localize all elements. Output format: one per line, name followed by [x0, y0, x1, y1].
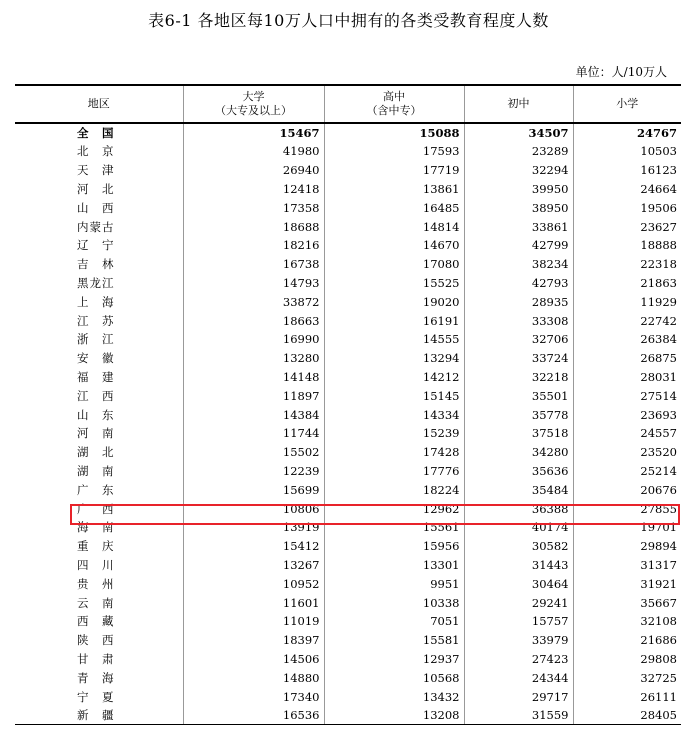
table-row: [15, 217, 681, 236]
table-row: [15, 443, 681, 462]
region-cell: 四 川: [77, 557, 115, 572]
primary-cell: 31921: [573, 574, 681, 593]
primary-cell: 29894: [573, 537, 681, 556]
region-cell: 山 东: [77, 407, 115, 422]
primary-cell: 18888: [573, 236, 681, 255]
region-cell: 青 海: [77, 670, 115, 685]
region-cell: 北 京: [77, 144, 115, 159]
region-cell: 云 南: [77, 595, 115, 610]
region-cell: 浙 江: [77, 332, 115, 347]
college-cell: 13919: [183, 518, 324, 537]
junior-cell: 32294: [464, 161, 573, 180]
table-row: [15, 311, 681, 330]
junior-cell: 31443: [464, 556, 573, 575]
region-cell: 海 南: [77, 520, 115, 535]
table-row: [15, 593, 681, 612]
primary-cell: 19701: [573, 518, 681, 537]
senior-cell: 10338: [324, 593, 464, 612]
junior-cell: 32218: [464, 368, 573, 387]
senior-cell: 10568: [324, 668, 464, 687]
senior-cell: 15088: [324, 123, 464, 142]
table-row: [15, 255, 681, 274]
junior-cell: 34507: [464, 123, 573, 142]
table-row: [15, 480, 681, 499]
college-cell: 14506: [183, 650, 324, 669]
region-cell: 福 建: [77, 369, 115, 384]
senior-cell: 13208: [324, 706, 464, 725]
region-cell: 江 苏: [77, 313, 115, 328]
table-row: [15, 556, 681, 575]
region-cell: 甘 肃: [77, 651, 115, 666]
senior-cell: 17428: [324, 443, 464, 462]
senior-cell: 15581: [324, 631, 464, 650]
senior-cell: 14212: [324, 368, 464, 387]
primary-cell: 10503: [573, 142, 681, 161]
primary-cell: 22318: [573, 255, 681, 274]
senior-cell: 14555: [324, 330, 464, 349]
region-cell: 重 庆: [77, 539, 115, 554]
college-cell: 18688: [183, 217, 324, 236]
table-row: [15, 650, 681, 669]
table-row: [15, 631, 681, 650]
table-row: [15, 292, 681, 311]
senior-cell: 17719: [324, 161, 464, 180]
region-cell: 贵 州: [77, 576, 115, 591]
junior-cell: 28935: [464, 292, 573, 311]
college-cell: 17358: [183, 198, 324, 217]
region-cell: 黑龙江: [77, 275, 115, 290]
region-cell: 天 津: [77, 163, 115, 178]
college-cell: 18663: [183, 311, 324, 330]
senior-cell: 13432: [324, 687, 464, 706]
primary-cell: 24767: [573, 123, 681, 142]
college-cell: 13267: [183, 556, 324, 575]
college-cell: 11897: [183, 386, 324, 405]
senior-cell: 16191: [324, 311, 464, 330]
primary-cell: 26875: [573, 349, 681, 368]
primary-cell: 21686: [573, 631, 681, 650]
table-row: [15, 499, 681, 518]
table-row: [15, 198, 681, 217]
table-row: [15, 668, 681, 687]
junior-cell: 35501: [464, 386, 573, 405]
college-cell: 11744: [183, 424, 324, 443]
table-row: [15, 687, 681, 706]
header-primary: 小学: [573, 85, 681, 123]
senior-cell: 17080: [324, 255, 464, 274]
table-row: [15, 462, 681, 481]
table-row: [15, 349, 681, 368]
junior-cell: 40174: [464, 518, 573, 537]
region-cell: 广 东: [77, 482, 115, 497]
college-cell: 15502: [183, 443, 324, 462]
table-row: [15, 537, 681, 556]
primary-cell: 28405: [573, 706, 681, 725]
senior-cell: 15561: [324, 518, 464, 537]
junior-cell: 33979: [464, 631, 573, 650]
header-college: 大学 （大专及以上）: [183, 85, 324, 123]
junior-cell: 29717: [464, 687, 573, 706]
college-cell: 11019: [183, 612, 324, 631]
junior-cell: 30582: [464, 537, 573, 556]
junior-cell: 34280: [464, 443, 573, 462]
college-cell: 10806: [183, 499, 324, 518]
junior-cell: 42799: [464, 236, 573, 255]
junior-cell: 23289: [464, 142, 573, 161]
junior-cell: 37518: [464, 424, 573, 443]
table-row: [15, 274, 681, 293]
junior-cell: 29241: [464, 593, 573, 612]
header-row: [15, 85, 681, 123]
college-cell: 14793: [183, 274, 324, 293]
junior-cell: 15757: [464, 612, 573, 631]
region-cell: 上 海: [77, 294, 115, 309]
senior-cell: 13861: [324, 180, 464, 199]
college-cell: 26940: [183, 161, 324, 180]
primary-cell: 27855: [573, 499, 681, 518]
senior-cell: 17776: [324, 462, 464, 481]
college-cell: 14384: [183, 405, 324, 424]
junior-cell: 35484: [464, 480, 573, 499]
region-cell: 全 国: [77, 126, 115, 140]
primary-cell: 31317: [573, 556, 681, 575]
college-cell: 12418: [183, 180, 324, 199]
region-cell: 安 徽: [77, 351, 115, 366]
region-cell: 江 西: [77, 388, 115, 403]
college-cell: 13280: [183, 349, 324, 368]
college-cell: 10952: [183, 574, 324, 593]
senior-cell: 14670: [324, 236, 464, 255]
college-cell: 14880: [183, 668, 324, 687]
senior-cell: 9951: [324, 574, 464, 593]
college-cell: 14148: [183, 368, 324, 387]
table-row: [15, 424, 681, 443]
junior-cell: 30464: [464, 574, 573, 593]
region-cell: 吉 林: [77, 257, 115, 272]
region-cell: 广 西: [77, 501, 115, 516]
senior-cell: 19020: [324, 292, 464, 311]
junior-cell: 32706: [464, 330, 573, 349]
primary-cell: 28031: [573, 368, 681, 387]
primary-cell: 21863: [573, 274, 681, 293]
region-cell: 湖 北: [77, 445, 115, 460]
senior-cell: 16485: [324, 198, 464, 217]
region-cell: 西 藏: [77, 614, 115, 629]
region-cell: 辽 宁: [77, 238, 115, 253]
college-cell: 15699: [183, 480, 324, 499]
table-row: [15, 180, 681, 199]
primary-cell: 23520: [573, 443, 681, 462]
college-cell: 18216: [183, 236, 324, 255]
college-cell: 16738: [183, 255, 324, 274]
header-senior: 高中 （含中专）: [324, 85, 464, 123]
junior-cell: 31559: [464, 706, 573, 725]
table-row: [15, 405, 681, 424]
primary-cell: 24664: [573, 180, 681, 199]
table-row: [15, 142, 681, 161]
senior-cell: 15956: [324, 537, 464, 556]
region-cell: 陕 西: [77, 633, 115, 648]
table-row: [15, 123, 681, 142]
junior-cell: 42793: [464, 274, 573, 293]
table-row: [15, 518, 681, 537]
table-row: [15, 706, 681, 725]
primary-cell: 22742: [573, 311, 681, 330]
region-cell: 内蒙古: [77, 219, 115, 234]
primary-cell: 32108: [573, 612, 681, 631]
primary-cell: 29808: [573, 650, 681, 669]
primary-cell: 26111: [573, 687, 681, 706]
primary-cell: 19506: [573, 198, 681, 217]
table-row: [15, 368, 681, 387]
table-row: [15, 612, 681, 631]
table-row: [15, 330, 681, 349]
primary-cell: 23693: [573, 405, 681, 424]
junior-cell: 36388: [464, 499, 573, 518]
college-cell: 15412: [183, 537, 324, 556]
unit-label: 单位：人/10万人: [575, 65, 667, 79]
table-row: [15, 386, 681, 405]
junior-cell: 27423: [464, 650, 573, 669]
college-cell: 18397: [183, 631, 324, 650]
college-cell: 41980: [183, 142, 324, 161]
region-cell: 新 疆: [15, 706, 183, 725]
junior-cell: 33308: [464, 311, 573, 330]
senior-cell: 13294: [324, 349, 464, 368]
primary-cell: 11929: [573, 292, 681, 311]
primary-cell: 35667: [573, 593, 681, 612]
primary-cell: 20676: [573, 480, 681, 499]
table-row: [15, 236, 681, 255]
region-cell: 湖 南: [77, 463, 115, 478]
region-cell: 宁 夏: [77, 689, 115, 704]
table-row: [15, 161, 681, 180]
senior-cell: 14334: [324, 405, 464, 424]
region-cell: 河 南: [77, 426, 115, 441]
junior-cell: 33724: [464, 349, 573, 368]
senior-cell: 13301: [324, 556, 464, 575]
header-junior: 初中: [464, 85, 573, 123]
header-region: 地区: [15, 85, 183, 123]
page-title: 表6-1 各地区每10万人口中拥有的各类受教育程度人数: [148, 11, 549, 30]
junior-cell: 38950: [464, 198, 573, 217]
primary-cell: 23627: [573, 217, 681, 236]
senior-cell: 12937: [324, 650, 464, 669]
senior-cell: 14814: [324, 217, 464, 236]
table-row: [15, 574, 681, 593]
junior-cell: 33861: [464, 217, 573, 236]
senior-cell: 18224: [324, 480, 464, 499]
primary-cell: 26384: [573, 330, 681, 349]
junior-cell: 35636: [464, 462, 573, 481]
college-cell: 16536: [183, 706, 324, 725]
primary-cell: 16123: [573, 161, 681, 180]
junior-cell: 39950: [464, 180, 573, 199]
college-cell: 33872: [183, 292, 324, 311]
college-cell: 16990: [183, 330, 324, 349]
senior-cell: 7051: [324, 612, 464, 631]
junior-cell: 24344: [464, 668, 573, 687]
college-cell: 12239: [183, 462, 324, 481]
primary-cell: 25214: [573, 462, 681, 481]
primary-cell: 24557: [573, 424, 681, 443]
college-cell: 17340: [183, 687, 324, 706]
college-cell: 11601: [183, 593, 324, 612]
senior-cell: 15525: [324, 274, 464, 293]
region-cell: 山 西: [77, 200, 115, 215]
senior-cell: 17593: [324, 142, 464, 161]
senior-cell: 15239: [324, 424, 464, 443]
primary-cell: 32725: [573, 668, 681, 687]
junior-cell: 35778: [464, 405, 573, 424]
junior-cell: 38234: [464, 255, 573, 274]
region-cell: 河 北: [77, 181, 115, 196]
senior-cell: 15145: [324, 386, 464, 405]
senior-cell: 12962: [324, 499, 464, 518]
education-table: [15, 84, 681, 725]
primary-cell: 27514: [573, 386, 681, 405]
college-cell: 15467: [183, 123, 324, 142]
